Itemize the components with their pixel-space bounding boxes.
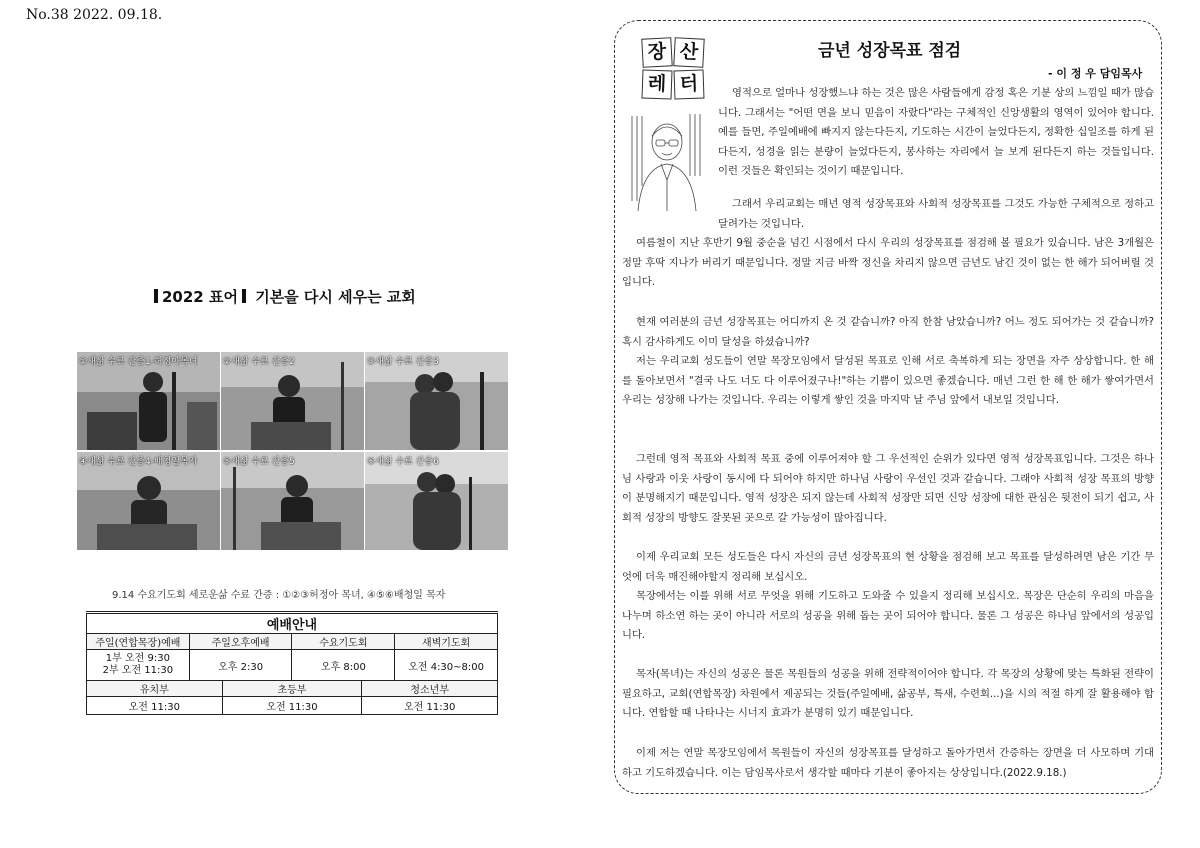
photo-section-caption: 9.14 수요기도회 세로운삶 수료 간증 : ①②③허정아 목녀, ④⑤⑥배청일 목자 — [112, 590, 446, 601]
letter-paragraph-7: 이제 우리교회 모든 성도들은 다시 자신의 금년 성장목표의 현 상황을 점검해 보고 목표를 달성하려면 남은 기간 무엇에 더욱 매진해야할지 정리해 보십시오. — [622, 551, 1154, 583]
letter-paragraph-9: 목자(목녀)는 자신의 성공은 물론 목원들의 성공을 위해 전략적이어야 합니다. 각 목장의 상황에 맞는 특화된 전략이 필요하고, 교회(연합목장) 차원에서 제공되는 것들(주일예배, 삶공부, 특새, 수련회...)을 시의 적절 하게 잘 활용해야 합니다. 연합할 때 나타나는 시너지 효과가 분명히 있기 때문입니다. — [622, 668, 1154, 720]
testimony-photo-4 — [77, 452, 220, 550]
service-time-wednesday: 오후 8:00 — [292, 650, 395, 681]
photo-caption-1: ①새삶 수료 간증1-허정아목녀 — [79, 357, 198, 367]
pastor-portrait-sketch — [628, 106, 706, 216]
testimony-photo-3 — [365, 352, 508, 450]
testimony-photo-1 — [77, 352, 220, 450]
letter-author: - 이 정 우 담임목사 — [1048, 67, 1143, 80]
letter-paragraph-6: 그런데 영적 목표와 사회적 목표 중에 이루어져야 할 그 우선적인 순위가 있다면 영적 성장목표입니다. 그것은 하나님 사랑과 이웃 사랑이 동시에 다 되어야 하지만 하나님 사랑이 우선인 것과 같습니다. 그래야 사회적 성장 목표의 방향이 분명해지기 때문입니다. 영적 성장은 되지 않는데 사회적 성장만 되면 신앙 성장에 대한 관심은 뒷전이 되기 쉽고, 사회적 성장의 방향도 잘못된 곳으로 갈 가능성이 많아집니다. — [622, 453, 1154, 524]
letter-paragraph-2: 그래서 우리교회는 매년 영적 성장목표와 사회적 성장목표를 그것도 가능한 구체적으로 정하고 달려가는 것입니다. — [718, 198, 1154, 230]
photo-caption-6: ⑥새삶 수료 간증6 — [367, 457, 439, 467]
motto-bar-left — [154, 289, 158, 303]
testimony-photo-5 — [221, 452, 364, 550]
letter-paragraph-8: 목장에서는 이를 위해 서로 무엇을 위해 기도하고 도와줄 수 있을지 정리해 보십시오. 목장은 단순히 우리의 마음을 나누며 하소연 하는 곳이 아니라 서로의 성공을 위해 돕는 곳이 되어야 합니다. 물론 그 성공은 하나님 앞에서의 성공입니다. — [622, 590, 1154, 642]
service-header-sunday-afternoon: 주일오후예배 — [189, 634, 292, 650]
dept-time-youth: 오전 11:30 — [362, 697, 498, 715]
service-time-sunday-afternoon: 오후 2:30 — [189, 650, 292, 681]
dept-time-kindergarten: 오전 11:30 — [87, 697, 223, 715]
year-motto — [150, 286, 450, 307]
dept-time-elementary: 오전 11:30 — [222, 697, 362, 715]
testimony-photo-2 — [221, 352, 364, 450]
photo-caption-5: ⑤새삶 수료 간증5 — [223, 457, 295, 467]
letter-paragraph-4: 현재 여러분의 금년 성장목표는 어디까지 온 것 같습니까? 아직 한참 남았습니까? 어느 정도 되어가는 것 같습니까? 혹시 감사하게도 이미 달성을 하셨습니까? — [622, 316, 1154, 348]
photo-caption-3: ③새삶 수료 간증3 — [367, 357, 439, 367]
motto-bar-right — [242, 289, 246, 303]
column-stamp-char-3: 레 — [642, 69, 673, 99]
photo-caption-2: ②새삶 수료 간증2 — [223, 357, 295, 367]
motto-year-label: 2022 표어 — [162, 288, 238, 306]
service-header-dawn: 새벽기도회 — [395, 634, 498, 650]
worship-schedule-table — [86, 611, 498, 715]
letter-paragraph-1: 영적으로 얼마나 성장했느냐 하는 것은 많은 사람들에게 감정 혹은 기분 상의 느낌일 때가 많습니다. 그래서는 "어떤 면을 보니 믿음이 자랐다"라는 구체적인 신앙생활의 영역이 있어야 합니다. 예를 들면, 주일예배에 빠지지 않는다든지, 기도하는 시간이 늘었다든지, 정확한 십일조를 하게 된다든지, 성경을 읽는 분량이 늘었다든지, 봉사하는 자리에서 늘 보게 된다든지 하는 것들입니다. 이런 것들은 확인되는 것이기 때문입니다. — [718, 87, 1154, 178]
letter-paragraph-3: 여름철이 지난 후반기 9월 중순을 넘긴 시점에서 다시 우리의 성장목표를 점검해 볼 필요가 있습니다. 남은 3개월은 정말 후딱 지나가 버리기 때문입니다. 정말 지금 바짝 정신을 차리지 않으면 금년도 남긴 것이 없는 한 해가 되어버릴 것입니다. — [622, 237, 1154, 289]
testimony-photo-6 — [365, 452, 508, 550]
testimony-photo-grid — [77, 352, 508, 551]
motto-text: 기본을 다시 세우는 교회 — [255, 288, 416, 306]
column-stamp-char-2: 산 — [673, 37, 704, 68]
letter-paragraph-10: 이제 저는 연말 목장모임에서 목원들이 자신의 성장목표를 달성하고 돌아가면서 간증하는 장면을 더 사모하며 기대하고 기도하겠습니다. 이는 담임목사로서 생각할 때마다 기분이 좋아지는 상상입니다.(2022.9.18.) — [622, 747, 1154, 779]
dept-header-kindergarten: 유치부 — [87, 681, 223, 697]
dept-header-elementary: 초등부 — [222, 681, 362, 697]
photo-caption-4: ④새삶 수료 간증4-배청일목자 — [79, 457, 198, 467]
service-time-sunday: 1부 오전 9:30 2부 오전 11:30 — [87, 650, 190, 681]
service-time-dawn: 오전 4:30~8:00 — [395, 650, 498, 681]
service-header-wednesday: 수요기도회 — [292, 634, 395, 650]
letter-title: 금년 성장목표 점검 — [818, 41, 962, 61]
column-stamp-char-1: 장 — [641, 37, 672, 68]
column-stamp-char-4: 터 — [674, 69, 705, 99]
dept-header-youth: 청소년부 — [362, 681, 498, 697]
service-header-sunday: 주일(연합목장)예배 — [87, 634, 190, 650]
issue-number-date: No.38 2022. 09.18. — [26, 7, 163, 23]
letter-paragraph-5: 저는 우리교회 성도들이 연말 목장모임에서 달성된 목표로 인해 서로 축복하게 되는 장면을 자주 상상합니다. 한 해를 돌아보면서 "결국 나도 너도 다 이루어졌구나!"하는 기쁨이 있으면 좋겠습니다. 매년 그런 한 해 한 해가 쌓여가면서 우리는 성장해 나가는 것입니다. 우리는 이렇게 쌓인 것을 마지막 날 주님 앞에서 내보일 것입니다. — [622, 355, 1154, 407]
worship-table-title: 예배안내 — [87, 613, 498, 634]
